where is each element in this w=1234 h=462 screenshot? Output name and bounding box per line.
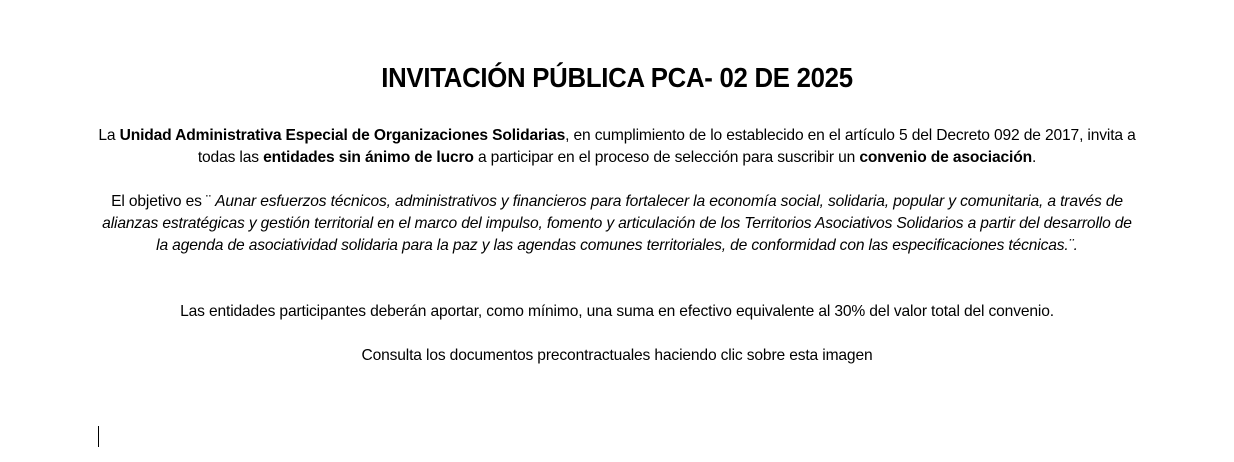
text-segment: La [98,127,120,144]
documents-link-text[interactable]: Consulta los documentos precontractuales haciendo clic sobre esta imagen [361,347,873,364]
text-segment: , en cumplimiento de lo establecido en el artículo 5 del Decreto 092 de 2017, invita a todas las [197,127,1136,166]
document-title: INVITACIÓN PÚBLICA PCA- 02 DE 2025 [381,62,853,93]
invitation-paragraph [95,125,1139,169]
text-segment: a participar en el proceso de selección para suscribir un [473,149,860,166]
objective-lead: El objetivo es ¨ [111,193,216,210]
organization-name: Unidad Administrativa Especial de Organizaciones Solidarias [119,127,566,144]
text-cursor [98,426,99,447]
objective-paragraph [95,191,1139,257]
objective-text: Aunar esfuerzos técnicos, administrativos y financieros para fortalecer la economía social, solidaria, popular y comunitaria, a través de alianzas estratégicas y gestión territorial en el marco del impulso, fomento y articulación de los Territorios Asociativos Solidarios a partir del desarrollo de la agenda de asociatividad solidaria para la paz y las agendas comunes territoriales, de conformidad con las especificaciones técnicas.¨. [102,193,1132,254]
text-segment: . [1031,149,1037,166]
entity-type: entidades sin ánimo de lucro [263,149,474,166]
agreement-type: convenio de asociación [859,149,1032,166]
contribution-paragraph: Las entidades participantes deberán aportar, como mínimo, una suma en efectivo equivalente al 30% del valor total del convenio. [180,303,1054,320]
